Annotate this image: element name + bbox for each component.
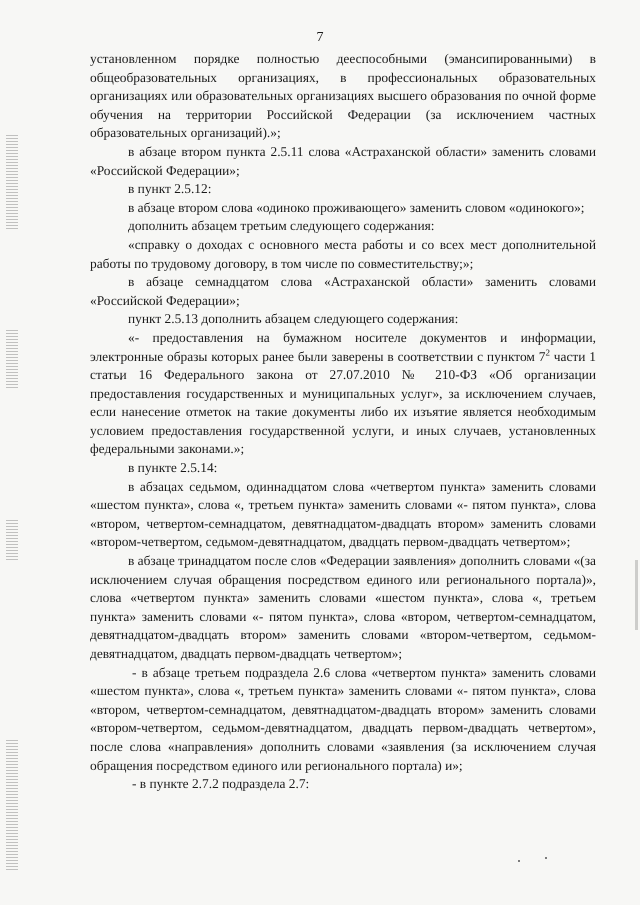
scan-artifact xyxy=(6,520,18,560)
scan-artifact xyxy=(6,135,18,230)
paragraph: в абзаце тринадцатом после слов «Федерации заявления» дополнить словами «(за исключением случая обращения посредством единого или регионального портала)», слова «четвертом пункта» заменить словами «шестом пункта», слова «, третьем пункта» заменить словами «- пятом пункта», слова «втором, четвертом-семнадцатом, девятнадцатом-двадцать втором» заменить словами «втором-четвертом, седьмом-девятнадцатом, двадцать первом-двадцать четвертом»; xyxy=(90,553,596,661)
superscript: 2 xyxy=(545,347,550,358)
paragraph: в абзацах седьмом, одиннадцатом слова «четвертом пункта» заменить словами «шестом пункта», слова «, третьем пункта» заменить словами «- пятом пункта», слова «втором, четвертом-семнадцатом, девятнадцатом-двадцать втором» заменить словами «втором-четвертом, седьмом-девятнадцатом, двадцать первом-двадцать четвертом»; xyxy=(90,478,596,550)
scan-artifact xyxy=(6,330,18,390)
paragraph: в абзаце втором пункта 2.5.11 слова «Астраханской области» заменить словами «Российской Федерации»; xyxy=(90,143,596,178)
paragraph: - в пункте 2.7.2 подраздела 2.7: xyxy=(132,776,310,792)
paragraph: в пункт 2.5.12: xyxy=(128,181,212,197)
scan-artifact xyxy=(6,740,18,870)
scan-speck xyxy=(545,857,547,859)
paragraph: установленном порядке полностью дееспособными (эмансипированными) в общеобразовательных организациях, в профессиональных образовательных организациях или образовательных организациях высшего образования по очной форме обучения на территории Российской Федерации (за исключением частных образовательных организаций).»; xyxy=(90,51,596,141)
paragraph: в абзаце семнадцатом слова «Астраханской области» заменить словами «Российской Федерации»; xyxy=(90,274,596,308)
scan-speck xyxy=(518,860,520,862)
paragraph: в пункте 2.5.14: xyxy=(128,460,218,476)
paragraph: «справку о доходах с основного места работы и со всех мест дополнительной работы по трудовому договору, в том числе по совместительству;»; xyxy=(90,236,596,271)
page-number: 7 xyxy=(316,30,324,45)
paragraph: пункт 2.5.13 дополнить абзацем следующего содержания: xyxy=(128,311,459,327)
paragraph xyxy=(90,329,596,459)
document-body xyxy=(90,50,596,794)
paragraph: - в абзаце третьем подраздела 2.6 слова «четвертом пункта» заменить словами «шестом пункта», слова «, третьем пункта» заменить словами «- пятом пункта», слова «втором, четвертом-семнадцатом, девятнадцатом-двадцать втором» заменить словами «втором-четвертом, седьмом-девятнадцатом, двадцать первом-двадцать четвертом», после слова «направления» дополнить словами «заявления (за исключением случая обращения посредством единого или регионального портала) и»; xyxy=(90,664,596,773)
paragraph-text: части 1 статьи 16 Федерального закона от 27.07.2010 № 210-ФЗ «Об организации предоставления государственных и муниципальных услуг», за исключением случаев, если нанесение отметок на такие документы либо их изъятие является необходимым условием предоставления государственной услуги, и иных случаев, установленных федеральными законами.»; xyxy=(90,348,596,457)
scan-artifact xyxy=(635,560,638,630)
paragraph: в абзаце втором слова «одиноко проживающего» заменить словом «одинокого»; xyxy=(128,199,585,215)
paragraph: дополнить абзацем третьим следующего содержания: xyxy=(128,218,435,234)
paragraph-text: «- предоставления на бумажном носителе документов и информации, электронные образы которых ранее были заверены в соответствии с пунктом 7 xyxy=(90,329,596,364)
